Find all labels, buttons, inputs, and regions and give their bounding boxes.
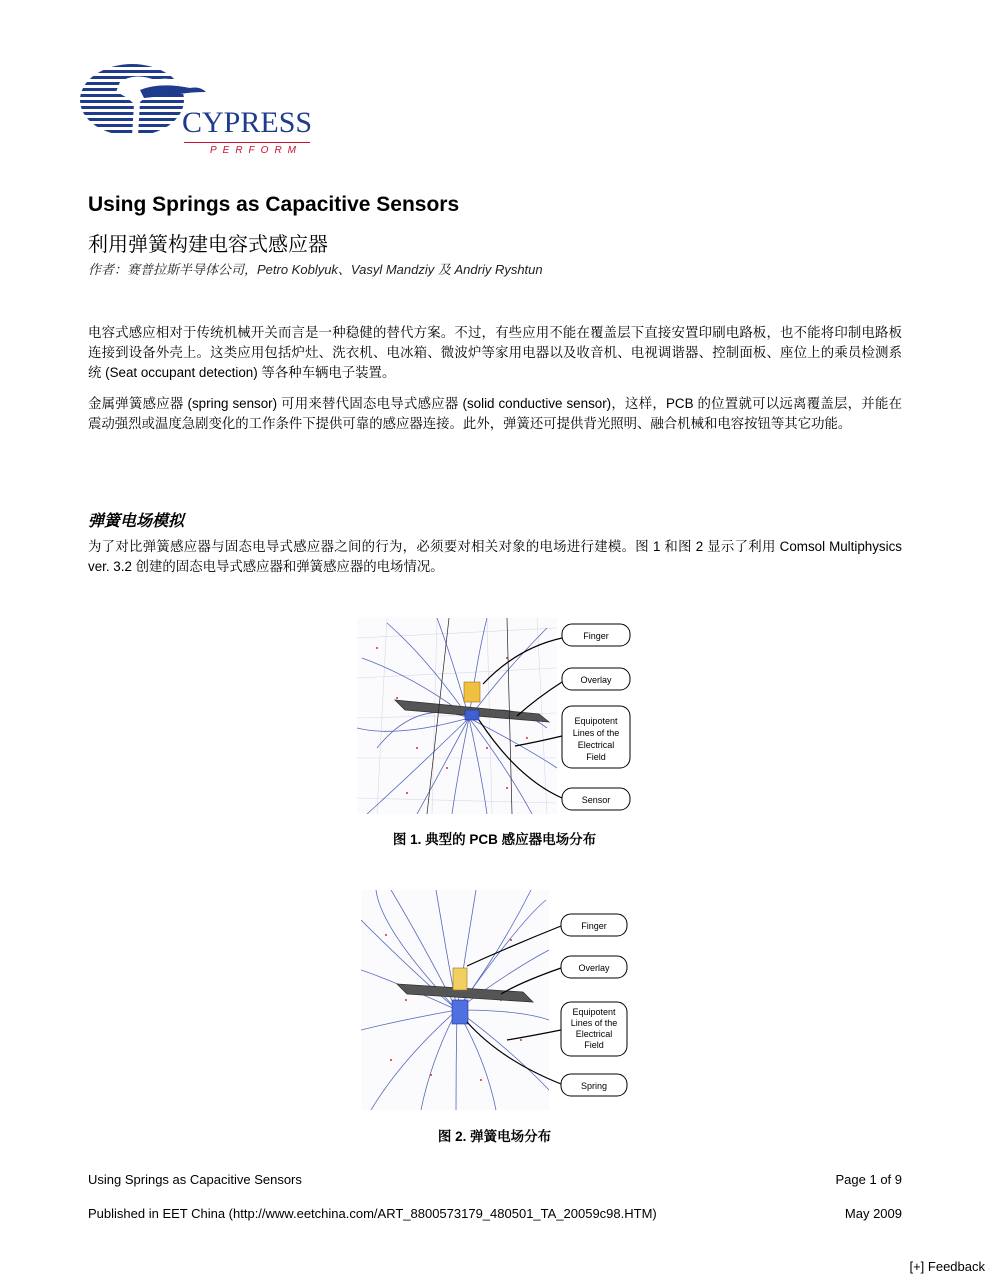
figure-1-pcb-sensor-field [357,618,635,814]
cypress-logo [80,62,320,162]
intro-paragraph-2: 金属弹簧感应器 (spring sensor) 可用来替代固态电导式感应器 (solid conductive sensor)，这样，PCB 的位置就可以远离覆盖层，并能在震动强烈或温度急剧变化的工作条件下提供可靠的感应器连接。此外，弹簧还可提供背光照明、融合机械和电容按钮等其它功能。 [88,396,902,431]
callout-spring: Spring [580,1081,608,1091]
footer-date: May 2009 [844,1206,902,1221]
logo-wordmark: CYPRESS [182,106,313,139]
logo-tagline: PERFORM [210,145,302,156]
callout-overlay: Overlay [578,963,610,973]
callout-finger: Finger [581,921,607,931]
field-simulation-image [361,890,633,1110]
callout-overlay: Overlay [580,675,612,685]
figure-2-caption: 图 2. 弹簧电场分布 [437,1129,552,1144]
field-simulation-image [357,618,635,814]
footer-published: Published in EET China (http://www.eetchina.com/ART_8800573179_480501_TA_20059c98.HTM) [88,1206,657,1221]
footer-doc-title: Using Springs as Capacitive Sensors [88,1172,302,1187]
callout-lines-of-the: Lines of the [572,728,620,738]
section-heading: 弹簧电场模拟 [88,513,185,530]
callout-electrical: Electrical [577,740,615,750]
title-english: Using Springs as Capacitive Sensors [88,193,460,216]
callout-electrical: Electrical [575,1029,613,1039]
intro-paragraph-1: 电容式感应相对于传统机械开关而言是一种稳健的替代方案。不过，有些应用不能在覆盖层下直接安置印刷电路板，也不能将印制电路板连接到设备外壳上。这类应用包括炉灶、洗衣机、电冰箱、微波炉等家用电器以及收音机、电视调谐器、控制面板、座位上的乘员检测系统 (Seat occupant detection) 等各种车辆电子装置。 [88,325,902,380]
feedback-link[interactable]: [+] Feedback [909,1259,985,1274]
footer-page-number: Page 1 of 9 [835,1172,902,1187]
logo-rule [184,142,310,143]
authors-line: 作者：赛普拉斯半导体公司，Petro Koblyuk、Vasyl Mandziy 及 Andriy Ryshtun [88,262,543,277]
callout-equipotent: Equipotent [572,1007,616,1017]
figure-1-caption: 图 1. 典型的 PCB 感应器电场分布 [392,832,597,847]
callout-field: Field [586,752,606,762]
title-chinese: 利用弹簧构建电容式感应器 [88,234,328,256]
callout-field: Field [584,1040,604,1050]
section-paragraph: 为了对比弹簧感应器与固态电导式感应器之间的行为，必须要对相关对象的电场进行建模。图 1 和图 2 显示了利用 Comsol Multiphysics ver. 3.2 创建的固态电导式感应器和弹簧感应器的电场情况。 [88,539,902,574]
callout-lines-of-the: Lines of the [570,1018,618,1028]
callout-equipotent: Equipotent [574,716,618,726]
callout-sensor: Sensor [581,795,611,805]
figure-2-spring-field [361,890,633,1110]
callout-finger: Finger [583,631,609,641]
